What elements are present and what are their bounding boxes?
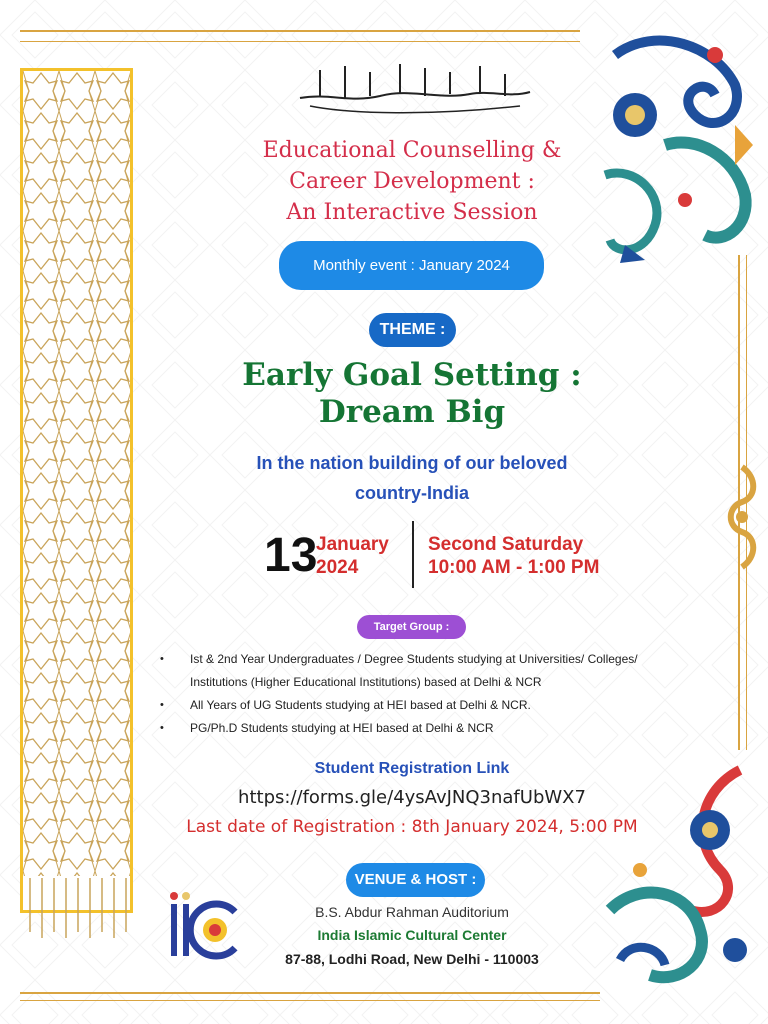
bottom-border-line-inner (20, 1000, 600, 1001)
bismillah-calligraphy (290, 58, 540, 118)
event-weekday: Second Saturday (428, 534, 584, 555)
lattice-pattern (23, 71, 130, 876)
list-item: • Ist & 2nd Year Undergraduates / Degree Students studying at Universities/ Colleges/ Institutions (Higher Educational Institutions) based at Delhi & NCR (160, 648, 660, 694)
event-month: January (316, 534, 389, 555)
event-time-block (428, 533, 599, 579)
lattice-fringe (20, 878, 133, 942)
registration-link[interactable]: https://forms.gle/4ysAvJNQ3nafUbWX7 (238, 787, 586, 808)
title-line-3: An Interactive Session (286, 200, 538, 225)
theme-badge: THEME : (369, 313, 456, 347)
iicc-logo (165, 890, 241, 966)
event-time: 10:00 AM - 1:00 PM (428, 557, 600, 578)
theme-line-1: Early Goal Setting : (242, 357, 582, 393)
venue-hall: B.S. Abdur Rahman Auditorium (315, 904, 509, 920)
top-border-line-inner (20, 41, 580, 42)
target-group-list (160, 648, 660, 740)
registration-label: Student Registration Link (314, 760, 510, 777)
venue-badge: VENUE & HOST : (346, 863, 485, 897)
title-line-2: Career Development : (289, 169, 535, 194)
title-line-1: Educational Counselling & (262, 138, 562, 163)
venue-address: 87-88, Lodhi Road, New Delhi - 110003 (285, 951, 539, 967)
gold-scroll-ornament (722, 462, 762, 572)
bottom-border-line (20, 992, 600, 994)
subtitle-line-2: country-India (354, 483, 469, 503)
subtitle-line-1: In the nation building of our beloved (256, 453, 568, 473)
subtitle (150, 448, 674, 508)
target-group-badge: Target Group : (357, 615, 466, 639)
event-title (150, 135, 674, 228)
monthly-event-badge: Monthly event : January 2024 (279, 241, 544, 290)
event-day: 13 (264, 529, 318, 582)
theme-heading (150, 357, 674, 431)
event-month-year (316, 533, 389, 579)
registration-deadline: Last date of Registration : 8th January 2024, 5:00 PM (186, 817, 638, 837)
calligraphy-art (290, 58, 540, 118)
venue-host: India Islamic Cultural Center (317, 927, 507, 943)
list-item: • All Years of UG Students studying at HEI based at Delhi & NCR. (160, 694, 660, 717)
top-border-line (20, 30, 580, 32)
logo-text: iic (165, 890, 166, 891)
theme-line-2: Dream Big (318, 394, 506, 430)
event-year: 2024 (316, 557, 359, 578)
list-item: • PG/Ph.D Students studying at HEI based at Delhi & NCR (160, 717, 660, 740)
date-divider (412, 521, 414, 588)
geometric-lattice-panel (20, 68, 133, 913)
